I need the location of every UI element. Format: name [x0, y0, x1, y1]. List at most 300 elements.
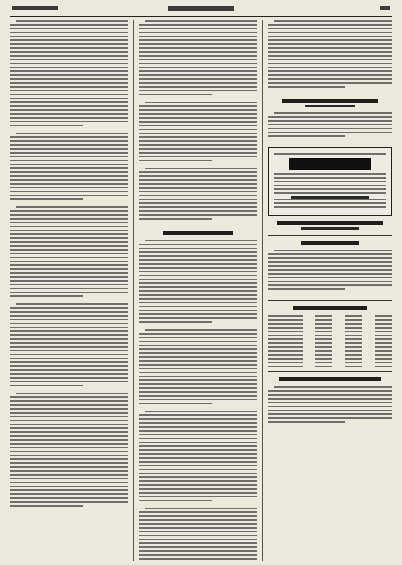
- text-line: [16, 133, 128, 135]
- text-line: [139, 372, 257, 374]
- paragraph-gap: [268, 139, 392, 143]
- paragraph-gap: [139, 222, 257, 226]
- text-line: [268, 394, 392, 396]
- text-line: [10, 385, 83, 387]
- text-line: [139, 426, 257, 428]
- column-divider: [262, 20, 263, 561]
- text-line: [139, 24, 257, 26]
- text-line: [274, 112, 392, 114]
- subheading-mark: [301, 227, 358, 229]
- text-line: [139, 298, 257, 300]
- text-line: [10, 381, 128, 383]
- text-line: [139, 160, 212, 162]
- text-line: [10, 63, 128, 65]
- text-line: [10, 315, 128, 317]
- table-row: [268, 319, 392, 321]
- heading-mark: [282, 99, 379, 103]
- table-cell: [315, 362, 332, 364]
- text-line: [268, 417, 392, 419]
- text-line: [274, 173, 386, 175]
- table-cell: [375, 319, 392, 321]
- text-line: [139, 554, 257, 556]
- text-line: [268, 120, 392, 122]
- text-line: [139, 51, 257, 53]
- paragraph-gap: [268, 292, 392, 296]
- text-line: [139, 511, 257, 513]
- table-row: [268, 350, 392, 352]
- text-line: [268, 47, 392, 49]
- text-line: [10, 90, 128, 92]
- section-heading: [268, 306, 392, 310]
- text-line: [10, 152, 128, 154]
- text-line: [268, 288, 345, 290]
- table-cell: [315, 319, 332, 321]
- text-line: [139, 492, 257, 494]
- text-line: [10, 404, 128, 406]
- text-line: [139, 348, 257, 350]
- text-line: [268, 390, 392, 392]
- text-line: [268, 24, 392, 26]
- text-line: [139, 39, 257, 41]
- column-divider: [133, 20, 134, 561]
- text-line: [10, 43, 128, 45]
- text-line: [274, 202, 386, 204]
- text-line: [10, 431, 128, 433]
- text-line: [139, 282, 257, 284]
- text-line: [10, 70, 128, 72]
- text-line: [139, 148, 257, 150]
- text-line: [10, 32, 128, 34]
- text-line: [268, 398, 392, 400]
- text-line: [139, 341, 257, 343]
- text-line: [139, 364, 257, 366]
- table-cell: [375, 346, 392, 348]
- text-line: [145, 102, 257, 104]
- text-line: [139, 55, 257, 57]
- text-line: [268, 70, 392, 72]
- text-line: [268, 55, 392, 57]
- table-cell: [268, 323, 303, 325]
- table-cell: [345, 319, 362, 321]
- heading-mark: [301, 241, 358, 245]
- text-line: [139, 469, 257, 471]
- text-line: [10, 420, 128, 422]
- text-line: [10, 214, 128, 216]
- text-line: [10, 330, 128, 332]
- text-line: [139, 418, 257, 420]
- text-line: [10, 36, 128, 38]
- table-row: [268, 358, 392, 360]
- text-line: [10, 280, 128, 282]
- table-cell: [315, 335, 332, 337]
- text-line: [139, 542, 257, 544]
- text-line: [268, 43, 392, 45]
- table-row: [268, 354, 392, 356]
- text-line: [139, 183, 257, 185]
- table-cell: [345, 362, 362, 364]
- table-cell: [375, 350, 392, 352]
- table-cell: [375, 331, 392, 333]
- table-cell: [315, 354, 332, 356]
- paragraph-gap: [10, 509, 128, 513]
- text-line: [10, 171, 128, 173]
- text-line: [10, 160, 128, 162]
- header-date-mark: [12, 6, 58, 10]
- divider: [268, 300, 392, 301]
- text-line: [139, 461, 257, 463]
- text-line: [10, 136, 128, 138]
- table-cell: [345, 346, 362, 348]
- text-line: [274, 181, 386, 183]
- text-line: [139, 519, 257, 521]
- table-cell: [268, 358, 303, 360]
- text-line: [274, 206, 386, 208]
- text-line: [139, 496, 257, 498]
- text-line: [139, 294, 257, 296]
- text-line: [139, 94, 212, 96]
- text-line: [10, 39, 128, 41]
- text-line: [10, 140, 128, 142]
- text-line: [139, 109, 257, 111]
- text-line: [268, 63, 392, 65]
- text-line: [139, 244, 257, 246]
- table-cell: [268, 366, 303, 368]
- text-line: [10, 338, 128, 340]
- text-line: [10, 478, 128, 480]
- text-line: [268, 265, 392, 267]
- text-line: [10, 365, 128, 367]
- text-line: [10, 47, 128, 49]
- text-line: [10, 264, 128, 266]
- text-line: [10, 276, 128, 278]
- text-line: [139, 144, 257, 146]
- text-line: [10, 311, 128, 313]
- text-line: [139, 422, 257, 424]
- text-line: [10, 121, 128, 123]
- table-cell: [315, 346, 332, 348]
- text-line: [10, 148, 128, 150]
- text-line: [10, 78, 128, 80]
- text-line: [10, 334, 128, 336]
- text-line: [10, 245, 128, 247]
- text-line: [139, 125, 257, 127]
- text-line: [139, 117, 257, 119]
- table-cell: [268, 327, 303, 329]
- text-line: [10, 489, 128, 491]
- table-cell: [268, 331, 303, 333]
- text-line: [139, 465, 257, 467]
- text-line: [139, 86, 257, 88]
- table-cell: [315, 331, 332, 333]
- text-line: [10, 396, 128, 398]
- text-line: [139, 290, 257, 292]
- text-line: [10, 230, 128, 232]
- text-line: [268, 406, 392, 408]
- text-line: [139, 279, 257, 281]
- text-line: [10, 86, 128, 88]
- table-row: [268, 315, 392, 317]
- text-line: [268, 253, 392, 255]
- text-line: [139, 360, 257, 362]
- text-line: [139, 210, 257, 212]
- text-line: [268, 39, 392, 41]
- text-line: [139, 259, 257, 261]
- text-line: [139, 434, 257, 436]
- text-line: [10, 261, 128, 263]
- text-line: [139, 317, 257, 319]
- text-line: [10, 373, 128, 375]
- text-line: [10, 74, 128, 76]
- text-line: [139, 523, 257, 525]
- section-heading: [268, 241, 392, 245]
- text-line: [10, 427, 128, 429]
- table-cell: [375, 358, 392, 360]
- text-line: [139, 136, 257, 138]
- column-3: [268, 20, 392, 561]
- text-line: [10, 412, 128, 414]
- text-line: [145, 240, 257, 242]
- heading-mark: [277, 221, 384, 225]
- table-cell: [315, 350, 332, 352]
- text-line: [139, 488, 257, 490]
- table-cell: [268, 319, 303, 321]
- text-line: [10, 474, 128, 476]
- text-line: [10, 210, 128, 212]
- text-line: [10, 424, 128, 426]
- divider: [268, 235, 392, 236]
- text-line: [10, 55, 128, 57]
- text-line: [268, 82, 392, 84]
- text-line: [10, 167, 128, 169]
- text-line: [268, 28, 392, 30]
- text-line: [10, 82, 128, 84]
- text-line: [139, 74, 257, 76]
- text-line: [10, 416, 128, 418]
- table-cell: [345, 358, 362, 360]
- text-line: [10, 295, 83, 297]
- text-line: [139, 383, 257, 385]
- text-line: [274, 188, 386, 190]
- table-cell: [268, 354, 303, 356]
- text-line: [139, 453, 257, 455]
- text-line: [268, 135, 345, 137]
- text-line: [10, 195, 128, 197]
- text-line: [139, 263, 257, 265]
- table-row: [268, 346, 392, 348]
- text-line: [139, 175, 257, 177]
- table-row: [268, 335, 392, 337]
- table-cell: [315, 323, 332, 325]
- text-line: [139, 484, 257, 486]
- text-line: [10, 183, 128, 185]
- text-line: [10, 218, 128, 220]
- text-line: [10, 101, 128, 103]
- text-line: [10, 156, 128, 158]
- table-cell: [268, 342, 303, 344]
- text-line: [268, 273, 392, 275]
- text-line: [10, 94, 128, 96]
- text-line: [10, 443, 128, 445]
- text-line: [268, 32, 392, 34]
- text-line: [139, 202, 257, 204]
- text-line: [139, 199, 257, 201]
- text-line: [10, 377, 128, 379]
- text-line: [274, 177, 386, 179]
- text-line: [268, 132, 392, 134]
- text-line: [139, 546, 257, 548]
- text-line: [139, 218, 212, 220]
- text-line: [139, 438, 257, 440]
- text-line: [10, 350, 128, 352]
- text-line: [10, 323, 128, 325]
- text-line: [10, 482, 128, 484]
- text-line: [268, 67, 392, 69]
- text-line: [10, 222, 128, 224]
- text-line: [10, 505, 83, 507]
- text-line: [10, 24, 128, 26]
- text-line: [10, 292, 128, 294]
- paragraph-gap: [268, 90, 392, 94]
- text-line: [139, 531, 257, 533]
- text-line: [139, 527, 257, 529]
- text-line: [139, 179, 257, 181]
- text-line: [139, 333, 257, 335]
- table-row: [268, 342, 392, 344]
- text-line: [16, 20, 128, 22]
- text-line: [268, 281, 392, 283]
- text-line: [139, 480, 257, 482]
- text-line: [139, 275, 257, 277]
- text-line: [16, 393, 128, 395]
- text-line: [16, 303, 128, 305]
- heading-mark: [163, 231, 234, 235]
- table-cell: [345, 315, 362, 317]
- text-line: [10, 164, 128, 166]
- text-line: [268, 36, 392, 38]
- paragraph-gap: [268, 425, 392, 429]
- text-line: [10, 354, 128, 356]
- text-line: [139, 310, 257, 312]
- table-cell: [315, 366, 332, 368]
- text-line: [268, 402, 392, 404]
- text-line: [139, 476, 257, 478]
- text-line: [10, 466, 128, 468]
- text-line: [139, 473, 257, 475]
- text-line: [139, 337, 257, 339]
- text-line: [139, 36, 257, 38]
- table-cell: [375, 315, 392, 317]
- table-cell: [345, 327, 362, 329]
- table-cell: [315, 342, 332, 344]
- text-line: [10, 105, 128, 107]
- text-line: [139, 70, 257, 72]
- text-line: [139, 187, 257, 189]
- text-line: [10, 179, 128, 181]
- table-row: [268, 323, 392, 325]
- text-line: [10, 237, 128, 239]
- text-line: [139, 206, 257, 208]
- text-line: [268, 284, 392, 286]
- text-line: [10, 175, 128, 177]
- text-line: [274, 250, 392, 252]
- text-line: [10, 486, 128, 488]
- text-line: [10, 435, 128, 437]
- text-line: [139, 267, 257, 269]
- text-line: [10, 67, 128, 69]
- table-cell: [315, 315, 332, 317]
- text-line: [139, 376, 257, 378]
- text-line: [268, 410, 392, 412]
- advertisement-title-mark: [289, 158, 372, 170]
- section-heading: [268, 377, 392, 381]
- text-line: [139, 445, 257, 447]
- text-line: [139, 121, 257, 123]
- text-line: [268, 128, 392, 130]
- text-line: [139, 78, 257, 80]
- table-cell: [375, 335, 392, 337]
- text-line: [10, 361, 128, 363]
- table-cell: [345, 335, 362, 337]
- text-line: [274, 386, 392, 388]
- advertisement-box: [268, 147, 392, 216]
- text-line: [10, 447, 128, 449]
- table-cell: [345, 350, 362, 352]
- table-cell: [268, 315, 303, 317]
- text-line: [139, 129, 257, 131]
- text-line: [268, 86, 345, 88]
- text-line: [10, 241, 128, 243]
- text-line: [10, 501, 128, 503]
- text-line: [10, 439, 128, 441]
- table-row: [268, 327, 392, 329]
- text-line: [139, 113, 257, 115]
- table-cell: [345, 366, 362, 368]
- text-line: [268, 257, 392, 259]
- text-line: [139, 550, 257, 552]
- text-line: [139, 535, 257, 537]
- text-line: [139, 191, 257, 193]
- text-line: [139, 67, 257, 69]
- text-line: [139, 430, 257, 432]
- text-line: [139, 32, 257, 34]
- text-line: [139, 302, 257, 304]
- table-cell: [268, 362, 303, 364]
- text-line: [139, 457, 257, 459]
- text-line: [139, 82, 257, 84]
- price-table: [268, 315, 392, 367]
- text-line: [268, 78, 392, 80]
- text-line: [139, 105, 257, 107]
- text-line: [10, 400, 128, 402]
- text-line: [139, 306, 257, 308]
- text-line: [139, 248, 257, 250]
- text-line: [10, 191, 128, 193]
- text-line: [139, 43, 257, 45]
- table-row: [268, 338, 392, 340]
- page-header: [10, 4, 392, 17]
- text-line: [145, 329, 257, 331]
- table-cell: [375, 366, 392, 368]
- text-line: [10, 51, 128, 53]
- text-line: [16, 206, 128, 208]
- text-line: [10, 346, 128, 348]
- table-cell: [345, 354, 362, 356]
- text-line: [139, 356, 257, 358]
- text-line: [10, 327, 128, 329]
- text-line: [139, 442, 257, 444]
- text-line: [139, 255, 257, 257]
- section-heading: [139, 231, 257, 235]
